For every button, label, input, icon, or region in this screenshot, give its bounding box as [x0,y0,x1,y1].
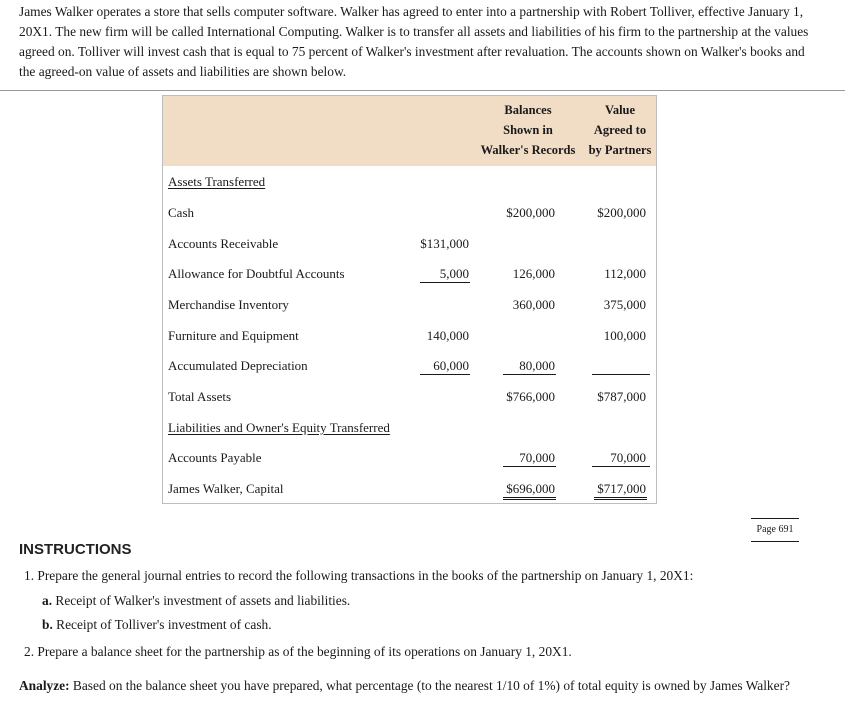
divider [0,90,845,91]
accounts-payable-balance: 70,000 [519,450,555,465]
depreciation-detail-underline [420,374,470,375]
allowance-agreed: 112,000 [604,266,646,281]
total-assets-agreed: $787,000 [597,389,646,404]
total-assets-balance: $766,000 [506,389,555,404]
row-label-furniture-equipment: Furniture and Equipment [168,328,299,343]
allowance-balance: 126,000 [512,266,555,281]
walker-capital-balance: $696,000 [506,481,555,496]
walker-capital-agreed-double-line-2 [594,499,647,500]
row-label-walker-capital: James Walker, Capital [168,481,284,496]
liabilities-heading: Liabilities and Owner's Equity Transferred [168,420,390,435]
instruction-1a-text: Receipt of Walker's investment of assets and liabilities. [52,593,351,608]
depreciation-agreed-underline [592,374,650,375]
walker-capital-balance-double-line-2 [503,499,556,500]
accounts-table [162,95,657,504]
page-number: Page 691 [751,518,799,542]
row-label-accounts-receivable: Accounts Receivable [168,236,279,251]
assets-heading: Assets Transferred [168,174,266,189]
inventory-agreed: 375,000 [603,297,646,312]
instruction-1b-text: Receipt of Tolliver's investment of cash. [52,617,272,632]
row-label-accounts-payable: Accounts Payable [168,450,262,465]
problem-intro: James Walker operates a store that sells computer software. Walker has agreed to enter into a partnership with Robert Tolliver, effective January 1, 20X1. The new firm will be called International Computing. Walker is to transfer all assets and liabilities of his firm to the partnership at the values agreed on. Tolliver will invest cash that is equal to 75 percent of Walker's investment after revaluation. The accounts shown on Walker's books and the agreed-on value of assets and liabilities are shown below. [19,4,809,79]
depreciation-balance-underline [503,374,556,375]
col-header-balances: Balances Shown in Walker's Records [480,103,576,157]
allowance-underline [420,282,470,283]
instruction-1b [42,617,272,633]
cash-balance: $200,000 [506,205,555,220]
instruction-2: 2. Prepare a balance sheet for the partnership as of the beginning of its operations on January 1, 20X1. [24,644,572,659]
analyze-text: Based on the balance sheet you have prepared, what percentage (to the nearest 1/10 of 1%) of total equity is owned by James Walker? [69,678,790,693]
depreciation-detail: 60,000 [433,358,469,373]
row-label-merchandise-inventory: Merchandise Inventory [168,297,289,312]
instruction-1: 1. Prepare the general journal entries to record the following transactions in the books of the partnership on January 1, 20X1: [24,568,694,583]
walker-capital-agreed-double-line-1 [594,497,647,498]
allowance-detail: 5,000 [439,266,469,281]
walker-capital-agreed: $717,000 [597,481,646,496]
accounts-payable-agreed: 70,000 [610,450,646,465]
furniture-detail: 140,000 [426,328,469,343]
instruction-1b-prefix: b. [42,617,53,632]
accounts-payable-agreed-underline [592,466,650,467]
instructions-title: INSTRUCTIONS [19,541,132,558]
walker-capital-balance-double-line-1 [503,497,556,498]
row-label-cash: Cash [168,205,194,220]
analyze-question [19,676,809,696]
instruction-1a [42,593,350,609]
depreciation-balance: 80,000 [519,358,555,373]
accounts-payable-balance-underline [503,466,556,467]
col-header-agreed-value: Value Agreed to by Partners [588,103,652,157]
furniture-agreed: 100,000 [603,328,646,343]
instruction-1a-prefix: a. [42,593,53,608]
accounts-receivable-detail: $131,000 [420,236,469,251]
table-header [163,96,656,166]
row-label-allowance: Allowance for Doubtful Accounts [168,266,345,281]
inventory-balance: 360,000 [512,297,555,312]
cash-agreed: $200,000 [597,205,646,220]
analyze-label: Analyze: [19,678,70,693]
row-label-total-assets: Total Assets [168,389,232,404]
row-label-accumulated-depreciation: Accumulated Depreciation [168,358,308,373]
